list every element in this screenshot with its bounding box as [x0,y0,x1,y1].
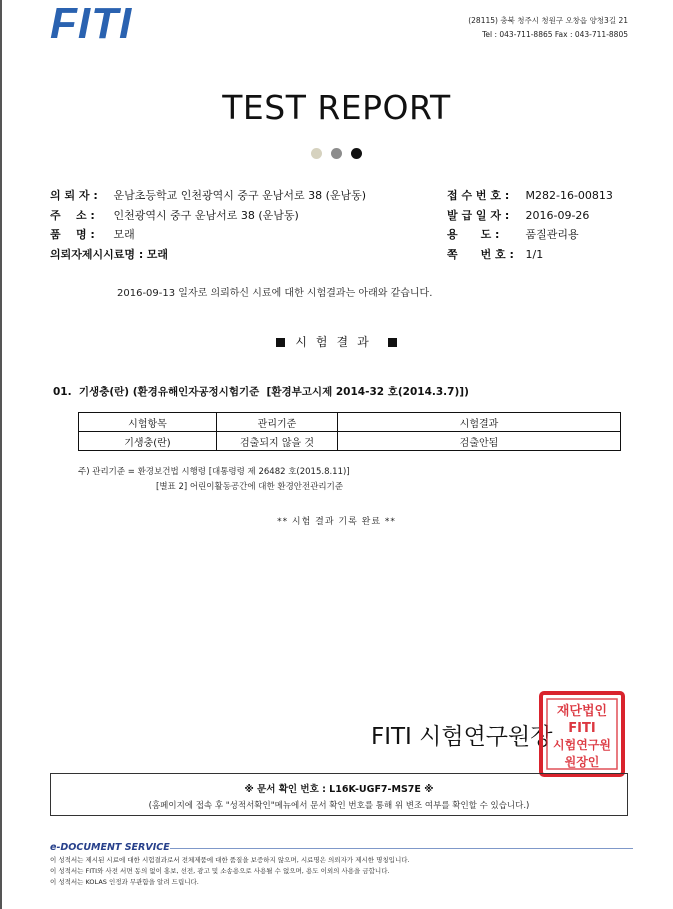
info-label: 쪽 번 호 : [447,247,514,261]
title-dots [311,148,362,159]
header-contact: Tel : 043-711-8865 Fax : 043-711-8805 [482,30,628,39]
document-confirm-box [50,773,628,816]
stamp-line: 시험연구원 [553,738,611,752]
info-right [447,186,613,264]
info-row [50,186,366,206]
info-row [447,225,613,245]
info-value: 품질관리용 [525,228,579,241]
info-left [50,186,366,264]
intro-text: 2016-09-13 일자로 의뢰하신 시료에 대한 시험결과는 아래와 같습니다. [117,288,433,299]
info-label: 의 뢰 자 : [50,189,98,202]
results-heading [0,333,673,350]
report-title: TEST REPORT [222,88,451,127]
edocument-service-label: e-DOCUMENT SERVICE [50,842,170,853]
info-label: 발 급 일 자 : [447,208,510,222]
end-marker: ** 시험 결과 기록 완료 ** [277,517,396,527]
table-cell: 검출되지 않을 것 [217,432,338,451]
info-label: 의뢰자제시시료명 : [50,247,144,261]
dot-2 [331,148,342,159]
fiti-logo [50,2,160,44]
table-cell: 기생충(란) [79,432,217,451]
note-block [78,465,350,495]
stamp-line: 재단법인 [556,704,608,719]
info-row [447,245,613,265]
results-heading-text: 시험결과 [295,335,378,349]
table-header-cell: 관리기준 [217,413,338,432]
disclaimers [50,855,410,888]
info-value: M282-16-00813 [525,189,613,202]
official-seal-stamp [538,690,626,778]
info-label: 품 명 : [50,228,95,241]
info-label: 접 수 번 호 : [447,189,510,202]
note-line: [별표 2] 어린이활동공간에 대한 환경안전관리기준 [156,482,344,492]
confirm-number: ※ 문서 확인 번호 : L16K-UGF7-MS7E ※ [244,784,434,795]
edocument-divider [170,848,633,849]
page-left-edge [0,0,2,909]
header-address-block [468,14,628,42]
header-address: (28115) 충북 청주시 청원구 오창읍 양청3길 21 [468,16,628,25]
section-title: 01. 기생충(란) (환경유해인자공정시험기준 [환경부고시제 2014-32 호(2014.3.7)]) [53,386,469,398]
stamp-line: 원장인 [564,755,600,769]
info-value: 운남초등학교 인천광역시 중구 운남서로 38 (운남동) [113,189,367,202]
dot-1 [311,148,322,159]
confirm-instructions: (홈페이지에 접속 후 "성적서확인"메뉴에서 문서 확인 번호를 통해 위 변조 여부를 확인할 수 있습니다.) [148,801,530,811]
table-header-cell: 시험항목 [79,413,217,432]
disclaimer-line: 이 성적서는 KOLAS 인정과 무관함을 알려 드립니다. [50,878,199,886]
fiti-logo-text: FITI [50,2,133,44]
info-value: 모래 [113,228,135,241]
disclaimer-line: 이 성적서는 FITI와 사전 서면 동의 없이 홍보, 선전, 광고 및 소송용으로 사용될 수 없으며, 용도 이외의 사용을 금합니다. [50,867,390,875]
note-line: 주) 관리기준 = 환경보건법 시행령 [대통령령 제 26482 호(2015.8.11)] [78,467,350,477]
info-row [50,206,366,226]
info-label: 용 도 : [447,228,500,241]
square-bullet-icon [276,338,285,347]
table-row [79,432,621,451]
table-header-row [79,413,621,432]
info-row [447,186,613,206]
info-value: 1/1 [525,247,544,261]
table-header-cell: 시험결과 [338,413,621,432]
table-cell: 검출안됨 [338,432,621,451]
info-value: 모래 [146,247,169,261]
info-row [447,206,613,226]
info-value: 인천광역시 중구 운남서로 38 (운남동) [113,208,299,222]
dot-3 [351,148,362,159]
info-label: 주 소 : [50,208,95,222]
info-value: 2016-09-26 [525,208,590,222]
stamp-line: FITI [568,721,596,736]
info-row [50,225,366,245]
results-table [78,412,621,451]
director-title: FITI 시험연구원장 [371,724,553,750]
disclaimer-line: 이 성적서는 제시된 시료에 대한 시험결과로서 전체제품에 대한 품질을 보증하지 않으며, 시료명은 의뢰자가 제시한 명칭입니다. [50,856,410,864]
info-row [50,245,366,265]
square-bullet-icon [388,338,397,347]
